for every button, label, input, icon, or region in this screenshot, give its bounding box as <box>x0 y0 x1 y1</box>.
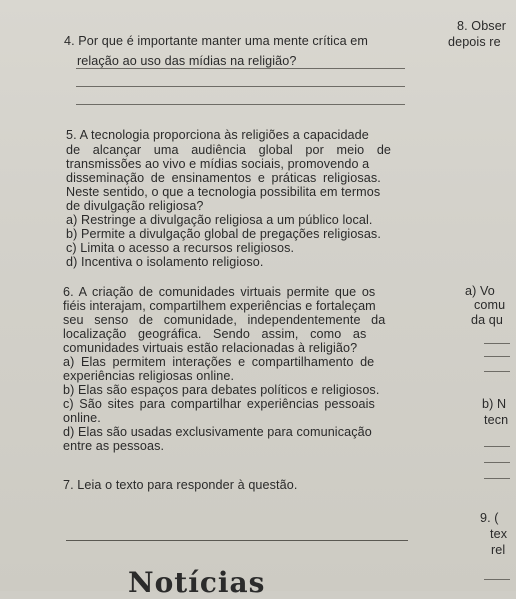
q6-line-2: fiéis interajam, compartilhem experiências e fortaleçam <box>63 299 376 313</box>
q9-line-3: rel <box>491 543 506 557</box>
q5-line-1: 5. A tecnologia proporciona às religiões a capacidade <box>66 128 369 142</box>
q8-line-1: 8. Obser <box>457 19 507 33</box>
q6-line-5: comunidades virtuais estão relacionadas à religião? <box>63 341 358 355</box>
q5-line-4: disseminação de ensinamentos e práticas religiosas. <box>66 171 381 185</box>
q5-line-3: transmissões ao vivo e mídias sociais, promovendo a <box>66 157 370 171</box>
answer-line <box>76 104 405 105</box>
q6-line-4: localização geográfica. Sendo assim, como as <box>63 327 367 341</box>
q6-option-a-2: experiências religiosas online. <box>63 369 235 383</box>
q6-option-c-2: online. <box>63 411 101 425</box>
right-option-a-3: da qu <box>471 313 504 327</box>
q5-line-5: Neste sentido, o que a tecnologia possibilita em termos <box>66 185 381 199</box>
q6-option-d-2: entre as pessoas. <box>63 439 165 453</box>
right-option-a-1: a) Vo <box>465 284 495 298</box>
answer-line <box>484 343 510 344</box>
q6-option-d-1: d) Elas são usadas exclusivamente para comunicação <box>63 425 372 439</box>
q9-line-2: tex <box>490 527 508 541</box>
answer-line <box>484 446 510 447</box>
answer-line <box>76 68 405 69</box>
q6-line-1: 6. A criação de comunidades virtuais permite que os <box>63 285 376 299</box>
q5-option-c: c) Limita o acesso a recursos religiosos. <box>66 241 295 255</box>
news-title: Notícias <box>128 566 266 599</box>
q5-option-a: a) Restringe a divulgação religiosa a um público local. <box>66 213 373 227</box>
divider-line <box>66 540 408 541</box>
q5-line-6: de divulgação religiosa? <box>66 199 204 213</box>
answer-line <box>484 371 510 372</box>
q5-line-2: de alcançar uma audiência global por meio de <box>66 143 392 157</box>
q4-line-2: relação ao uso das mídias na religião? <box>77 54 297 68</box>
q4-line-1: 4. Por que é importante manter uma mente crítica em <box>64 34 368 48</box>
right-option-b-2: tecn <box>484 413 509 427</box>
q9-line-1: 9. ( <box>480 511 499 525</box>
q6-line-3: seu senso de comunidade, independentemente da <box>63 313 386 327</box>
answer-line <box>76 86 405 87</box>
q5-option-d: d) Incentiva o isolamento religioso. <box>66 255 264 269</box>
right-option-a-2: comu <box>474 298 506 312</box>
q6-option-c-1: c) São sites para compartilhar experiências pessoais <box>63 397 375 411</box>
q5-option-b: b) Permite a divulgação global de pregações religiosas. <box>66 227 381 241</box>
q8-line-2: depois re <box>448 35 501 49</box>
answer-line <box>484 356 510 357</box>
answer-line <box>484 579 510 580</box>
right-option-b-1: b) N <box>482 397 507 411</box>
answer-line <box>484 462 510 463</box>
answer-line <box>484 478 510 479</box>
q7-line-1: 7. Leia o texto para responder à questão. <box>63 478 298 492</box>
q6-option-b: b) Elas são espaços para debates políticos e religiosos. <box>63 383 380 397</box>
q6-option-a-1: a) Elas permitem interações e compartilhamento de <box>63 355 375 369</box>
